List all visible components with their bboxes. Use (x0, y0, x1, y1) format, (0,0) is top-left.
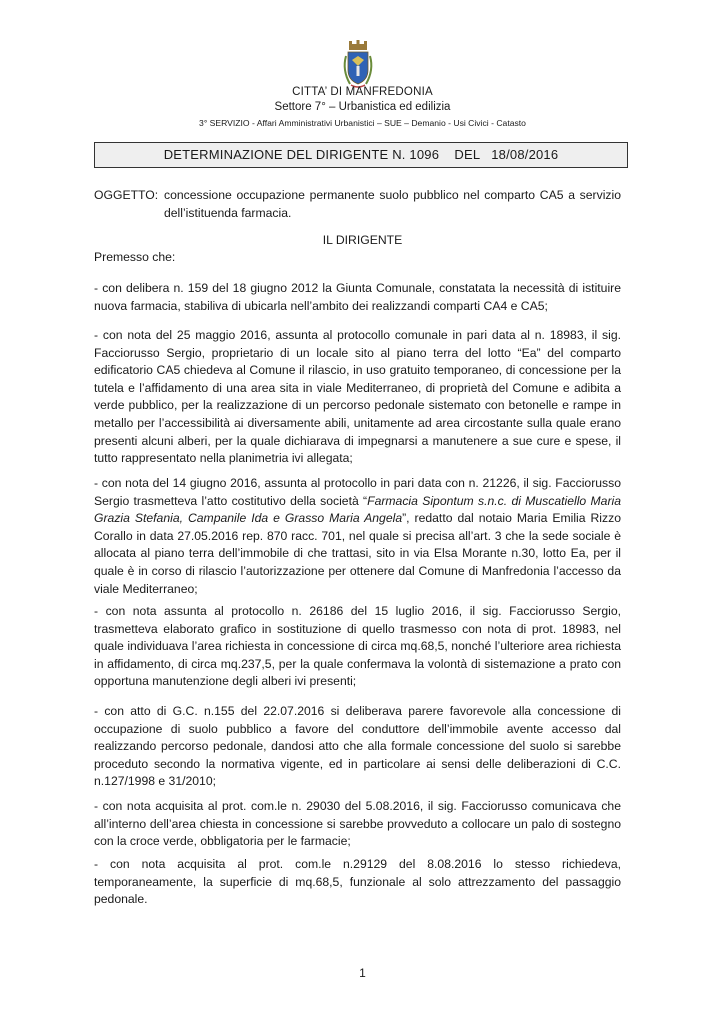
oggetto-label: OGGETTO: (94, 188, 159, 202)
paragraph-nota-14-giugno (94, 475, 621, 598)
page-number: 1 (359, 966, 366, 980)
premesso-label: Premesso che: (94, 250, 176, 264)
determination-title: DETERMINAZIONE DEL DIRIGENTE N. 1096 DEL 18/08/2016 (163, 147, 559, 162)
p3-company-name: Farmacia Sipontum s.n.c. di Muscatiello Maria Grazia Stefania, Campanile Ida e Grasso Maria Angela (94, 493, 621, 526)
p3-text-b: ”, redatto dal notaio Maria Emilia Rizzo Corallo in data 27.05.2016 rep. 870 racc. 701, nel quale si precisa all’art. 3 che la sede sociale è allocata al piano terra dell’immobile di che trattasi, sito in via Elsa Morante n.30, lotto Ea, per il quale è in corso di rilascio l’autorizzazione per ottenere dal Comune di Manfredonia l’accesso da viale Mediterraneo; (94, 511, 621, 596)
determination-title-box (94, 142, 628, 168)
paragraph-nota-29129: - con nota acquisita al prot. com.le n.29129 del 8.08.2016 lo stesso richiedeva, temporaneamente, la superficie di mq.68,5, funzionale al solo attrezzamento del passaggio pedonale. (94, 857, 621, 907)
paragraph-nota-26186: - con nota assunta al protocollo n. 26186 del 15 luglio 2016, il sig. Facciorusso Sergio, trasmetteva elaborato grafico in sostituzione di quello trasmesso con nota di prot. 18983, nel quale individuava l’area richiesta in concessione di circa mq.68,5, nonché l’ulteriore area richiesta in affidamento, di circa mq.237,5, per la quale confermava la volontà di sistemazione a prato con opportuna manutenzione degli alberi ivi presenti; (94, 604, 621, 689)
city-name: CITTA’ DI MANFREDONIA (292, 86, 433, 98)
p3-text-a: - con nota del 14 giugno 2016, assunta al protocollo in pari data con n. 21226, il sig. Facciorusso Sergio trasmetteva l’atto costitutivo della società “ (94, 476, 621, 508)
paragraph-nota-29030: - con nota acquisita al prot. com.le n. 29030 del 5.08.2016, il sig. Facciorusso comunicava che all’interno dell’area chiesta in concessione si sarebbe provveduto a collocare un palo di sostegno con la croce verde, obbligatoria per le farmacie; (94, 799, 621, 849)
il-dirigente-heading: IL DIRIGENTE (322, 233, 403, 247)
oggetto-text: concessione occupazione permanente suolo pubblico nel comparto CA5 a servizio dell’istituenda farmacia. (164, 188, 621, 220)
paragraph-gc-155: - con atto di G.C. n.155 del 22.07.2016 si deliberava parere favorevole alla concessione di occupazione di suolo pubblico a favore del conduttore dell’immobile avente accesso dal realizzando percorso pedonale, dandosi atto che alla formale concessione del suolo si sarebbe proceduto secondo la normativa vigente, ed in particolare ai sensi delle deliberazioni di C.C. n.127/1998 e 31/2010; (94, 704, 621, 789)
paragraph-nota-25-maggio: - con nota del 25 maggio 2016, assunta al protocollo comunale in pari data al n. 18983, il sig. Facciorusso Sergio, proprietario di un locale sito al piano terra del lotto “Ea” del comparto edificatorio CA5 chiedeva al Comune il rilascio, in uso gratuito temporaneo, di concessione per la tutela e l’affidamento di una area sita in viale Mediterraneo, di proprietà del Comune e adibita a verde pubblico, per la realizzazione di un percorso pedonale sistemato con betonelle e rampe in metallo per l’accessibilità ai diversamente abili, unitamente ad area circostante sulla quale erano presenti alcuni alberi, per la quale dichiarava di impegnarsi a manutenere a sue cure e spese, il tutto rappresentato nella planimetria ivi allegata; (94, 328, 621, 466)
city-crest-icon (340, 40, 376, 90)
service-name: 3° SERVIZIO - Affari Amministrativi Urbanistici – SUE – Demanio - Usi Civici - Catasto (199, 118, 526, 128)
paragraph-delibera-159: - con delibera n. 159 del 18 giugno 2012 la Giunta Comunale, constatata la necessità di istituire nuova farmacia, stabiliva di ubicarla nell’ambito dei realizzandi comparti CA4 e CA5; (94, 281, 621, 313)
sector-name: Settore 7° – Urbanistica ed edilizia (274, 101, 451, 113)
